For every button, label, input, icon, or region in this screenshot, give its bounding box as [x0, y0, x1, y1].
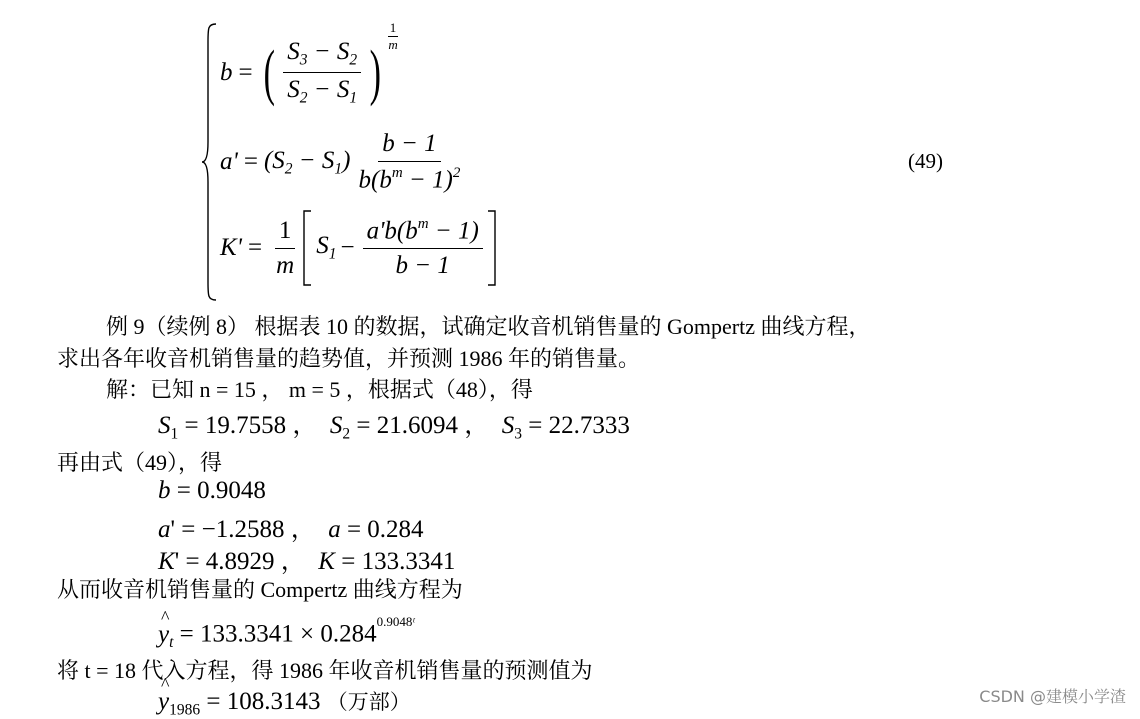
equation-b-row: b = ( $\frac{S_3 - S_2}{S_2 - S_1}$ ) $\frac{1}{m}$	[220, 20, 398, 107]
eq-b-fraction: $\frac{S_3 - S_2}{S_2 - S_1}$	[283, 38, 361, 108]
predict-line: 将 t = 18 代入方程，得 1986 年收音机销售量的预测值为	[57, 658, 593, 683]
a-value-line: a' = −1.2588 ， a = 0.284	[158, 516, 424, 543]
predict-value-line: ^ $y_{1986} = 108.3143$ （万部）	[158, 686, 411, 719]
equation-k-row: K' = $\frac{1}{m}$ $S_1$ − $\frac{a'b(b^m - 1)}{b - 1}$	[220, 210, 497, 286]
eq-b-lhs: b	[220, 58, 233, 86]
example-second-line: 求出各年收音机销售量的趋势值，并预测 1986 年的销售量。	[57, 346, 641, 371]
eq-k-lhs: K'	[220, 234, 243, 261]
equation-number: (49)	[908, 149, 943, 173]
example-heading-line: 例 9（续例 8） 根据表 10 的数据，试确定收音机销售量的 Gompertz 曲线方程，	[106, 314, 871, 339]
eq-a-fraction: $\frac{b - 1}{b(b^m - 1)^2}$	[358, 130, 461, 194]
k-value-line: K' = 4.8929 ， K = 133.3341	[158, 548, 456, 575]
eq-k-inner-fraction: $\frac{a'b(b^m - 1)}{b - 1}$	[363, 216, 483, 281]
b-value-line: b = 0.9048	[158, 477, 266, 504]
csdn-watermark: CSDN @建模小学渣	[979, 687, 1126, 706]
equation-a-row: a' = $(S_2 - S_1)$ $\frac{b - 1}{b(b^m - 1)^2}$	[220, 130, 468, 195]
s-values-line: $S_1 = 19.7558$ ， $S_2 = 21.6094$ ， $S_3 = 22.7333$	[158, 412, 630, 443]
again-line: 再由式（49），得	[57, 450, 223, 475]
eq-a-lhs: a'	[220, 148, 238, 176]
curve-intro-line: 从而收音机销售量的 Compertz 曲线方程为	[57, 577, 463, 602]
solution-intro-line: 解：已知 n = 15 ， m = 5 ，根据式（48），得	[106, 377, 533, 402]
eq-b-exponent: $\frac{1}{m}$	[388, 20, 398, 53]
left-brace	[200, 22, 218, 302]
curve-formula-line: ^ $y_t = 133.3341 \times 0.284^{0.9048ᵗ}$	[158, 614, 415, 652]
eq-k-coefficient: $\frac{1}{m}$	[276, 216, 295, 279]
